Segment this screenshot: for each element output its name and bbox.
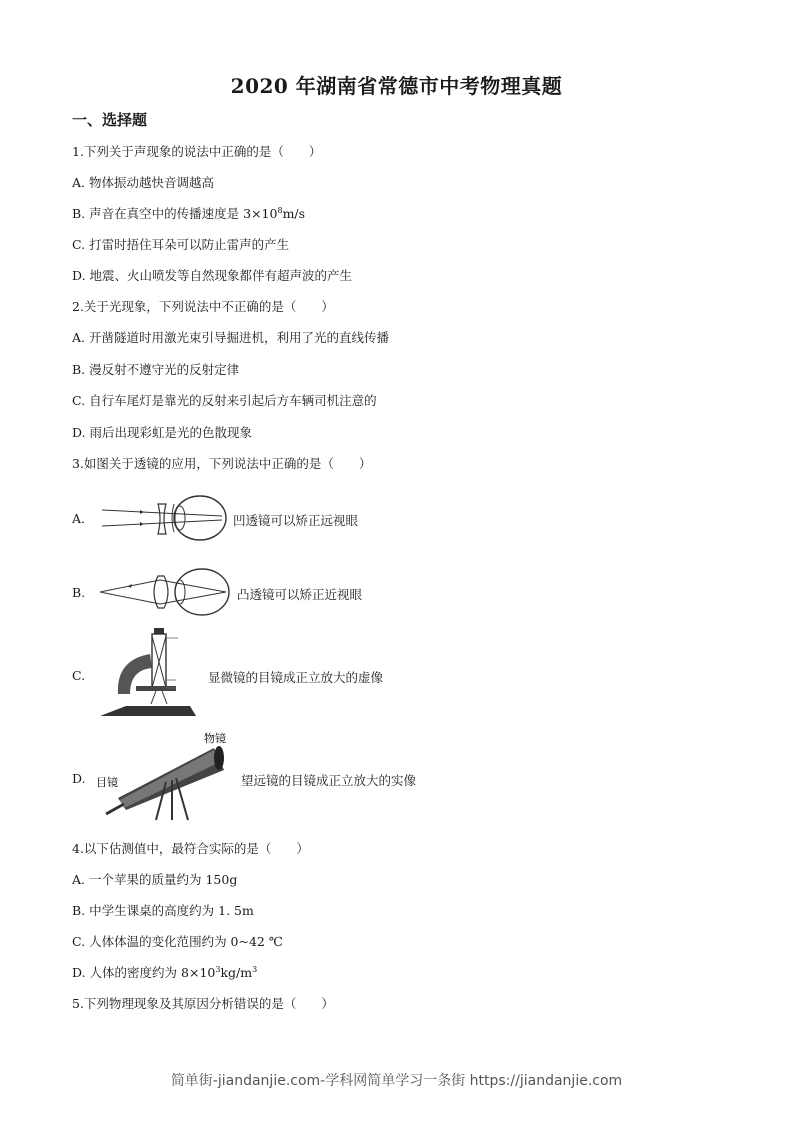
option-label: D.: [72, 268, 86, 283]
option-label: D.: [72, 965, 86, 980]
option-text: 雨后出现彩虹是光的色散现象: [89, 425, 253, 440]
q2-option-b: [72, 360, 239, 378]
q3-option-c-label: C.: [72, 668, 86, 683]
option-text: 物体振动越快音调越高: [89, 175, 215, 190]
q1-option-c: [72, 235, 289, 253]
option-text: 人体体温的变化范围约为 0~42 ℃: [89, 934, 283, 949]
q2-option-c: [72, 391, 377, 409]
option-text: 开凿隧道时用激光束引导掘进机，利用了光的直线传播: [89, 330, 390, 345]
superscript: 3: [215, 964, 221, 974]
option-text: 地震、火山喷发等自然现象都伴有超声波的产生: [89, 268, 353, 283]
option-label: C.: [72, 934, 86, 949]
superscript: 8: [277, 205, 283, 215]
option-text: 自行车尾灯是靠光的反射来引起后方车辆司机注意的: [89, 393, 377, 408]
telescope-image: [96, 730, 236, 822]
option-text: 人体的密度约为 8×10: [89, 965, 216, 980]
q4-option-a: [72, 870, 237, 888]
section-heading: 一、选择题: [72, 111, 148, 129]
q1-option-d: [72, 266, 352, 284]
option-label: A.: [72, 872, 86, 887]
q3-option-d-label: D.: [72, 771, 86, 786]
option-label: D.: [72, 425, 86, 440]
option-suffix: kg/m: [220, 965, 253, 980]
question-5-stem: 5.下列物理现象及其原因分析错误的是（ ）: [72, 996, 334, 1011]
q1-option-a: [72, 173, 214, 191]
eyepiece-label: 目镜: [96, 776, 118, 789]
option-suffix: m/s: [282, 206, 306, 221]
option-text: 一个苹果的质量约为 150g: [89, 872, 238, 887]
option-label: B.: [72, 362, 86, 377]
question-2-stem: 2.关于光现象，下列说法中不正确的是（ ）: [72, 299, 334, 314]
superscript: 3: [252, 964, 258, 974]
option-label: C.: [72, 393, 86, 408]
option-label: B.: [72, 903, 86, 918]
microscope-image: [96, 624, 206, 720]
option-label: B.: [72, 206, 86, 221]
q3-option-d-text: 望远镜的目镜成正立放大的实像: [241, 773, 417, 788]
q4-option-b: [72, 901, 254, 919]
page-footer: 简单街-jiandanjie.com-学科网简单学习一条街 https://jiandanjie.com: [170, 1073, 623, 1089]
question-3-stem: 3.如图关于透镜的应用，下列说法中正确的是（ ）: [72, 456, 372, 471]
q4-option-c: [72, 932, 283, 950]
question-1-stem: 1.下列关于声现象的说法中正确的是（ ）: [72, 144, 322, 159]
q3-option-a-text: 凹透镜可以矫正远视眼: [233, 513, 359, 528]
page-title: 2020 年湖南省常德市中考物理真题: [230, 74, 563, 98]
option-text: 打雷时捂住耳朵可以防止雷声的产生: [89, 237, 290, 252]
q3-option-b-text: 凸透镜可以矫正近视眼: [237, 587, 363, 602]
q3-option-b-label: B.: [72, 585, 86, 600]
option-label: A.: [72, 330, 86, 345]
q2-option-d: [72, 423, 252, 441]
eye-lens-diagram-a: [100, 492, 235, 548]
q2-option-a: [72, 328, 389, 346]
option-text: 中学生课桌的高度约为 1. 5m: [89, 903, 254, 918]
q3-option-c-text: 显微镜的目镜成正立放大的虚像: [208, 670, 384, 685]
option-label: A.: [72, 175, 86, 190]
objective-label: 物镜: [204, 732, 226, 745]
question-4-stem: 4.以下估测值中，最符合实际的是（ ）: [72, 841, 309, 856]
option-text: 声音在真空中的传播速度是 3×10: [89, 206, 278, 221]
eye-lens-diagram-b: [98, 566, 238, 626]
option-label: C.: [72, 237, 86, 252]
option-text: 漫反射不遵守光的反射定律: [89, 362, 240, 377]
q4-option-d: [72, 963, 257, 981]
q1-option-b: [72, 204, 305, 222]
q3-option-a-label: A.: [72, 511, 86, 526]
